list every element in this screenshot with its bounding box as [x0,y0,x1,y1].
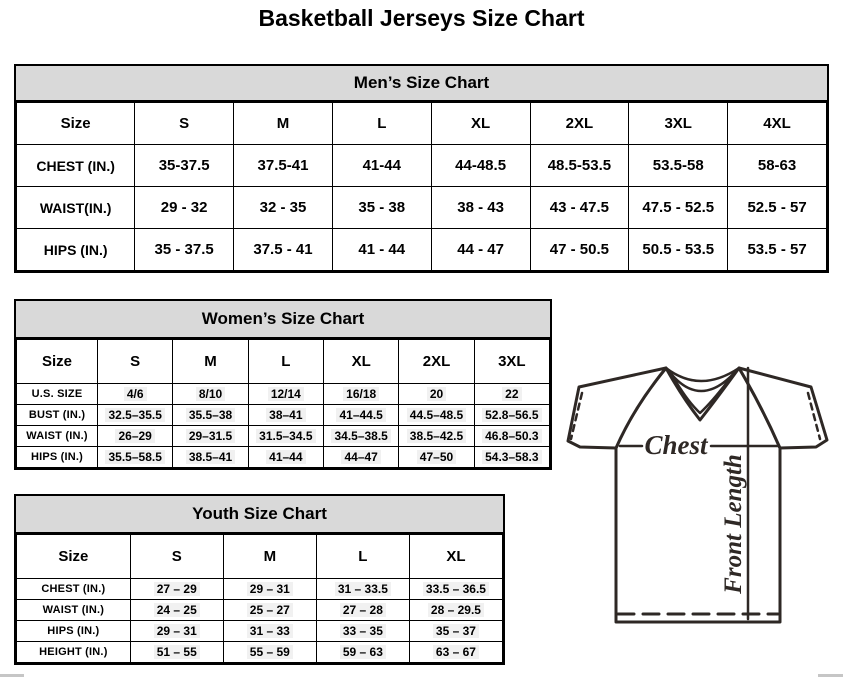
cell-value: 37.5 - 41 [253,241,313,258]
table-cell [728,187,827,229]
cell-value: 46.8–50.3 [482,429,541,443]
size-header-m: M [223,535,316,579]
table-cell [223,600,316,621]
page-title: Basketball Jerseys Size Chart [258,5,585,31]
mens-size-chart [14,64,829,273]
table-row [17,642,503,663]
womens-size-table [16,339,550,468]
cell-value: 16/18 [343,387,379,401]
table-cell [530,229,629,271]
table-cell [431,145,530,187]
cell-value: 47–50 [417,450,456,464]
cell-value: 35 - 38 [358,199,406,216]
cell-value: 47 - 50.5 [549,241,610,258]
cell-value: 53.5-58 [652,157,704,174]
table-cell [332,145,431,187]
table-row [17,600,503,621]
size-header-s: S [130,535,223,579]
cell-value: 27 – 28 [340,603,386,617]
size-header-xl: XL [431,103,530,145]
size-column-header: Size [17,340,98,384]
table-cell [234,229,333,271]
table-cell [130,621,223,642]
table-cell [316,579,409,600]
mens-chart-header: Men’s Size Chart [16,66,827,102]
cell-value: 35 - 37.5 [154,241,214,258]
table-row [17,229,827,271]
cell-value: 41-44 [362,157,401,174]
row-label: HIPS (IN.) [17,447,98,468]
row-label: HIPS (IN.) [17,229,135,271]
size-header-3xl: 3XL [474,340,549,384]
table-cell [474,384,549,405]
table-cell [173,384,248,405]
cell-value: 4/6 [124,387,147,401]
size-header-s: S [98,340,173,384]
table-cell [98,447,173,468]
table-cell [431,229,530,271]
bottom-right-artifact [818,674,843,677]
cell-value: 26–29 [115,429,154,443]
table-cell [316,621,409,642]
cell-value: 37.5-41 [257,157,309,174]
table-cell [399,384,474,405]
youth-size-chart [14,494,505,665]
table-row [17,384,550,405]
cell-value: 55 – 59 [247,645,293,659]
table-cell [248,426,323,447]
row-label: HIPS (IN.) [17,621,131,642]
table-cell [332,229,431,271]
size-header-l: L [316,535,409,579]
table-cell [234,187,333,229]
table-cell [173,405,248,426]
table-cell [223,642,316,663]
table-cell [248,447,323,468]
table-cell [728,229,827,271]
row-label: WAIST (IN.) [17,600,131,621]
table-cell [135,145,234,187]
table-cell [409,600,502,621]
youth-chart-header: Youth Size Chart [16,496,503,534]
header-row [17,340,550,384]
jersey-body [616,368,780,622]
front-length-label: Front Length [720,454,747,594]
table-cell [409,621,502,642]
row-label: CHEST (IN.) [17,579,131,600]
table-cell [324,426,399,447]
table-cell [324,447,399,468]
table-cell [130,579,223,600]
cell-value: 38.5–42.5 [407,429,466,443]
row-label: WAIST (IN.) [17,426,98,447]
cell-value: 31.5–34.5 [256,429,315,443]
table-cell [324,384,399,405]
table-cell [629,187,728,229]
chest-label: Chest [644,430,708,460]
cell-value: 38 - 43 [457,199,504,216]
size-header-s: S [135,103,234,145]
table-cell [332,187,431,229]
table-cell [234,145,333,187]
table-cell [728,145,827,187]
cell-value: 20 [427,387,446,401]
cell-value: 44-48.5 [455,157,507,174]
row-label: HEIGHT (IN.) [17,642,131,663]
cell-value: 53.5 - 57 [747,241,807,258]
cell-value: 48.5-53.5 [547,157,612,174]
table-cell [431,187,530,229]
row-label: U.S. SIZE [17,384,98,405]
size-header-xl: XL [324,340,399,384]
cell-value: 58-63 [757,157,797,174]
size-header-2xl: 2XL [530,103,629,145]
cell-value: 52.8–56.5 [482,408,541,422]
cell-value: 38–41 [266,408,305,422]
cell-value: 29 - 32 [160,199,208,216]
header-row [17,103,827,145]
cell-value: 41 - 44 [358,241,406,258]
youth-size-table [16,534,503,663]
table-cell [248,384,323,405]
cell-value: 51 – 55 [154,645,200,659]
table-cell [324,405,399,426]
cell-value: 54.3–58.3 [482,450,541,464]
table-cell [223,579,316,600]
table-cell [248,405,323,426]
cell-value: 38.5–41 [186,450,235,464]
table-cell [316,600,409,621]
table-row [17,426,550,447]
table-cell [130,642,223,663]
size-column-header: Size [17,535,131,579]
cell-value: 52.5 - 57 [747,199,807,216]
table-cell [474,426,549,447]
womens-size-chart [14,299,552,470]
cell-value: 29 – 31 [154,624,200,638]
table-cell [223,621,316,642]
size-header-l: L [332,103,431,145]
table-cell [316,642,409,663]
cell-value: 25 – 27 [247,603,293,617]
cell-value: 29–31.5 [186,429,235,443]
row-label: BUST (IN.) [17,405,98,426]
table-cell [474,447,549,468]
womens-chart-header: Women’s Size Chart [16,301,550,339]
bottom-left-artifact [0,674,24,677]
jersey-measurement-diagram [554,352,842,632]
cell-value: 63 – 67 [433,645,479,659]
row-label: WAIST(IN.) [17,187,135,229]
size-header-m: M [173,340,248,384]
cell-value: 33 – 35 [340,624,386,638]
table-row [17,145,827,187]
size-column-header: Size [17,103,135,145]
cell-value: 8/10 [196,387,225,401]
cell-value: 50.5 - 53.5 [642,241,715,258]
cell-value: 24 – 25 [154,603,200,617]
cell-value: 12/14 [268,387,304,401]
header-row [17,535,503,579]
table-cell [98,426,173,447]
cell-value: 32 - 35 [259,199,307,216]
table-cell [409,579,502,600]
row-label: CHEST (IN.) [17,145,135,187]
cell-value: 22 [502,387,521,401]
table-cell [135,187,234,229]
cell-value: 35-37.5 [158,157,210,174]
size-header-m: M [234,103,333,145]
cell-value: 31 – 33 [247,624,293,638]
size-header-3xl: 3XL [629,103,728,145]
table-cell [629,229,728,271]
cell-value: 43 - 47.5 [549,199,610,216]
cell-value: 28 – 29.5 [428,603,484,617]
table-cell [399,405,474,426]
table-cell [135,229,234,271]
table-cell [173,447,248,468]
cell-value: 35.5–58.5 [105,450,164,464]
cell-value: 34.5–38.5 [331,429,390,443]
table-row [17,187,827,229]
table-cell [399,426,474,447]
cell-value: 44–47 [341,450,380,464]
table-cell [409,642,502,663]
table-cell [399,447,474,468]
table-cell [98,384,173,405]
table-row [17,447,550,468]
cell-value: 41–44.5 [336,408,385,422]
cell-value: 35 – 37 [433,624,479,638]
cell-value: 27 – 29 [154,582,200,596]
cell-value: 41–44 [266,450,305,464]
table-cell [173,426,248,447]
table-row [17,579,503,600]
cell-value: 32.5–35.5 [105,408,164,422]
size-header-2xl: 2XL [399,340,474,384]
cell-value: 29 – 31 [247,582,293,596]
cell-value: 35.5–38 [186,408,235,422]
cell-value: 44 - 47 [457,241,504,258]
table-row [17,621,503,642]
size-header-4xl: 4XL [728,103,827,145]
cell-value: 31 – 33.5 [335,582,391,596]
size-header-xl: XL [409,535,502,579]
table-cell [98,405,173,426]
table-cell [629,145,728,187]
table-cell [530,187,629,229]
cell-value: 33.5 – 36.5 [423,582,489,596]
cell-value: 44.5–48.5 [407,408,466,422]
table-cell [130,600,223,621]
mens-size-table [16,102,827,271]
cell-value: 47.5 - 52.5 [642,199,715,216]
cell-value: 59 – 63 [340,645,386,659]
table-cell [474,405,549,426]
table-row [17,405,550,426]
size-header-l: L [248,340,323,384]
table-cell [530,145,629,187]
